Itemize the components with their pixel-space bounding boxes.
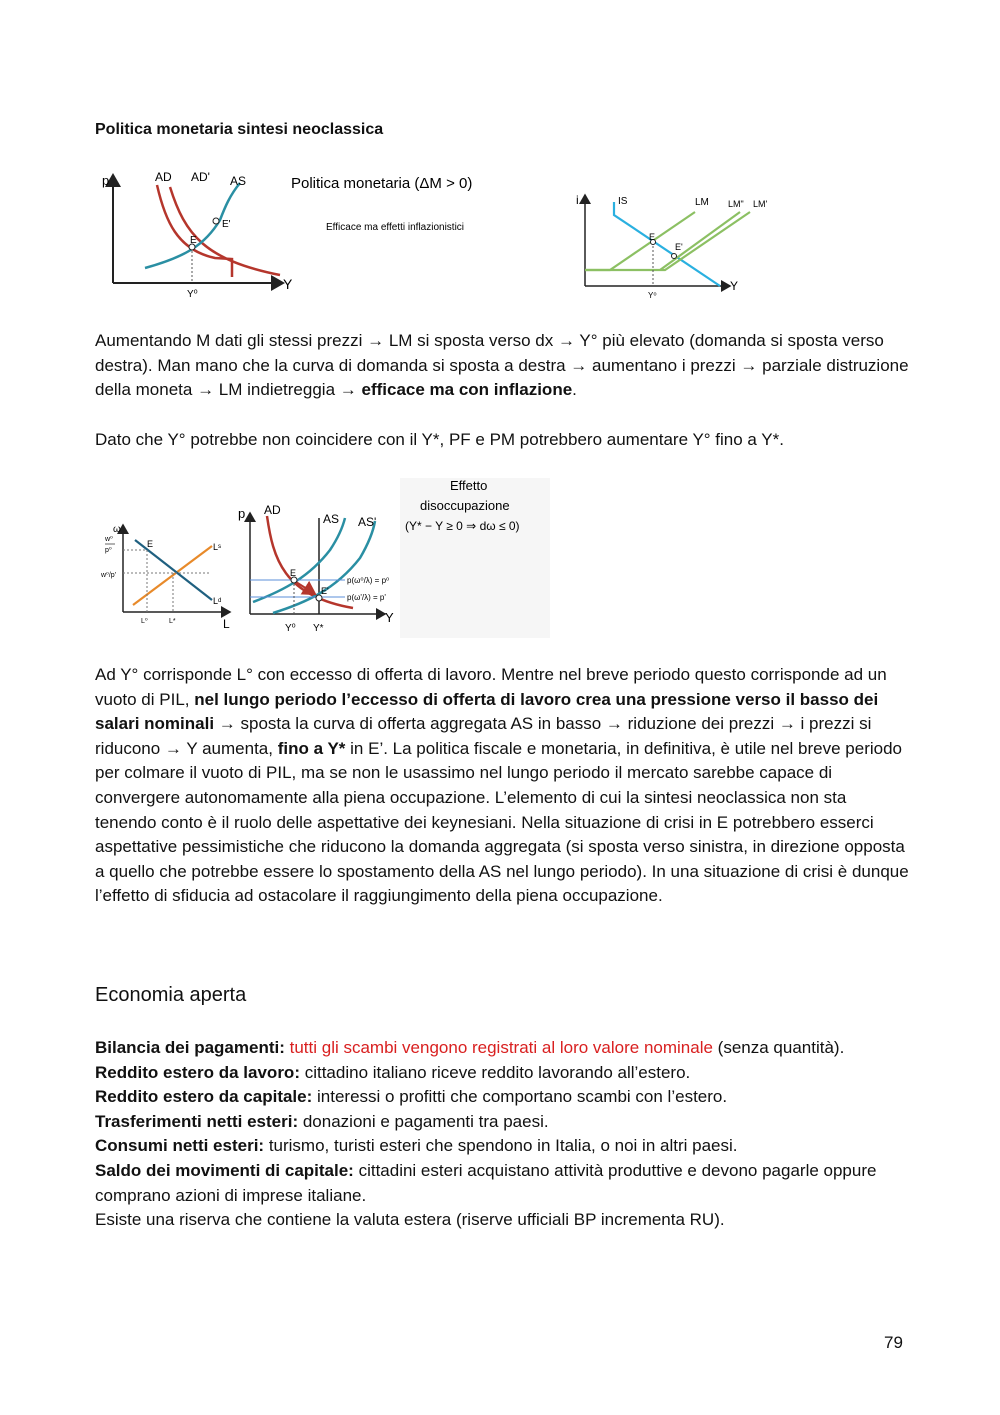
ad-prime-curve xyxy=(170,187,280,275)
label-wp: w⁰/p' xyxy=(101,572,117,579)
definition-desc: cittadino italiano riceve reddito lavorando all’estero. xyxy=(299,1062,691,1082)
axis-label-p: p xyxy=(102,173,110,188)
label-as-prime: AS' xyxy=(358,515,377,529)
page-number: 79 xyxy=(884,1333,903,1352)
label-e: E xyxy=(649,232,656,242)
label-lm: LM xyxy=(695,197,709,208)
section-title-politica-monetaria: Politica monetaria sintesi neoclassica xyxy=(95,121,384,138)
figure-ad-as-unemployment xyxy=(235,478,550,638)
label-w0: w⁰ xyxy=(105,536,113,543)
axis-label-l: L xyxy=(223,617,230,630)
definition-desc: donazioni e pagamenti tra paesi. xyxy=(298,1111,549,1131)
para3-text1: Ad Y° corrisponde L° con eccesso di offerta di lavoro. Mentre nel breve periodo questo corrisponde ad un vuoto di PIL, xyxy=(95,665,887,709)
definition-term: Bilancia dei pagamenti: xyxy=(95,1038,285,1057)
label-ad-prime: AD' xyxy=(191,170,210,184)
label-eq-p0: p(ω⁰/λ) = p⁰ xyxy=(347,576,390,585)
definition-item xyxy=(95,1085,910,1110)
label-e: E xyxy=(147,539,154,549)
para1-text: Aumentando M dati gli stessi prezzi → LM si sposta verso dx → Y° più elevato (domanda si sposta verso destra). Man mano che la curva di domanda si sposta a destra → aumentano i prezzi → parziale distruzione della moneta → LM indietreggia → xyxy=(95,331,909,400)
label-ad: AD xyxy=(264,503,281,517)
para3-text2: → sposta la curva di offerta aggregata AS in basso → riduzione dei prezzi → i prezzi si riducono → Y aumenta, xyxy=(95,714,872,758)
figure-is-lm xyxy=(570,190,790,305)
figure-caption: Efficace ma effetti inflazionistici xyxy=(326,222,465,233)
para1-bold: efficace ma con inflazione xyxy=(361,380,573,400)
axis-label-y: Y xyxy=(283,276,293,292)
effect-title-line2: disoccupazione xyxy=(420,498,510,513)
label-ls: Lˢ xyxy=(213,542,222,552)
figure-heading: Politica monetaria (ΔM > 0) xyxy=(291,175,473,192)
label-y0: Y⁰ xyxy=(648,291,657,300)
para1-end: . xyxy=(572,380,577,400)
paragraph-ad-y-corrisponde xyxy=(95,663,910,909)
definition-term: Consumi netti esteri: xyxy=(95,1136,265,1156)
definition-item xyxy=(95,1134,910,1159)
label-e: E xyxy=(290,568,297,578)
label-ad: AD xyxy=(155,170,172,184)
definition-desc: (senza quantità). xyxy=(712,1038,845,1057)
axis-label-p: p xyxy=(238,506,246,521)
label-lstar: L* xyxy=(169,618,176,625)
axis-label-omega: ω xyxy=(113,524,121,535)
axis-label-y: Y xyxy=(730,279,739,293)
definition-term: Trasferimenti netti esteri: xyxy=(95,1111,299,1131)
label-y0: Y⁰ xyxy=(187,289,198,300)
paragraph-dato-che: Dato che Y° potrebbe non coincidere con il Y*, PF e PM potrebbero aumentare Y° fino a Y*. xyxy=(95,430,784,449)
definition-item xyxy=(95,1036,910,1061)
label-e-prime: E' xyxy=(222,219,231,230)
label-ystar: Y* xyxy=(313,623,324,634)
definition-highlight: tutti gli scambi vengono registrati al loro valore nominale xyxy=(284,1038,713,1057)
para3-bold2: fino a Y* xyxy=(277,738,346,758)
para3-text3: in E’. La politica fiscale e monetaria, in definitiva, è utile nel breve periodo per colmare il vuoto di PIL, ma se non le usassimo nel lungo periodo il mercato sarebbe capace di convergere autonomamente alla piena occupazione. L’elemento di cui la sintesi neoclassica non sta tenendo conto è il ruolo delle aspettative dei keynesiani. Nella situazione di crisi in E potrebbero esserci aspettative pessimistiche che riducono la domanda aggregata (si sposta verso sinistra, in direzione opposta a quello che potrebbe essere lo spostamento della AS nel lungo periodo). In una situazione di crisi è dunque l’effetto di sfiducia ad ostacolare il raggiungimento della piena occupazione. xyxy=(95,738,909,906)
definition-desc: interessi o profitti che comportano scambi con l’estero. xyxy=(312,1087,728,1107)
label-lm-double-prime: LM" xyxy=(728,199,744,209)
point-e-prime xyxy=(672,254,677,259)
point-e-prime xyxy=(213,218,219,224)
label-e-prime: E' xyxy=(675,242,683,252)
definition-desc: turismo, turisti esteri che spendono in Italia, o noi in altri paesi. xyxy=(264,1136,738,1156)
definition-term: Reddito estero da capitale: xyxy=(95,1087,313,1107)
lm-double-prime-curve xyxy=(660,212,740,270)
para3-bold1: nel lungo periodo l’eccesso di offerta di lavoro crea una pressione verso il basso dei salari nominali xyxy=(95,689,879,734)
label-l0: L⁰ xyxy=(141,618,148,625)
axis-label-y: Y xyxy=(385,610,394,625)
label-e: E xyxy=(190,235,197,246)
reserve-line: Esiste una riserva che contiene la valuta estera (riserve ufficiali BP incrementa RU). xyxy=(95,1210,725,1230)
definition-term: Reddito estero da lavoro: xyxy=(95,1062,300,1082)
definitions-list xyxy=(95,1036,910,1233)
paragraph-aumentando-m xyxy=(95,329,910,403)
label-p0: p⁰ xyxy=(105,547,112,554)
definition-item xyxy=(95,1110,910,1135)
axis-label-i: i xyxy=(576,193,579,207)
ls-curve xyxy=(133,546,212,605)
definition-item xyxy=(95,1061,910,1086)
label-is: IS xyxy=(618,196,628,207)
effect-formula: (Y* − Y ≥ 0 ⇒ dω ≤ 0) xyxy=(405,519,520,533)
effect-title-line1: Effetto xyxy=(450,478,488,493)
as-curve xyxy=(253,518,345,602)
label-y0: Y⁰ xyxy=(285,623,296,634)
definition-item xyxy=(95,1159,910,1208)
figure-ad-as-monetary xyxy=(95,165,515,305)
figure-labour-market xyxy=(95,520,240,630)
label-as: AS xyxy=(230,174,247,188)
label-ld: Lᵈ xyxy=(213,596,222,606)
section-title-economia-aperta: Economia aperta xyxy=(95,984,247,1006)
lm-prime-curve xyxy=(585,212,750,270)
label-eq-p-prime: p(ω'/λ) = p' xyxy=(347,593,386,602)
definition-desc: cittadini esteri acquistano attività produttive e devono pagarle oppure comprano azioni di imprese italiane. xyxy=(95,1160,877,1205)
definition-term: Saldo dei movimenti di capitale: xyxy=(95,1160,354,1180)
ad-curve xyxy=(157,185,232,277)
label-lm-prime: LM' xyxy=(753,199,768,209)
label-e-prime: E' xyxy=(321,586,329,596)
label-as: AS xyxy=(323,512,340,526)
